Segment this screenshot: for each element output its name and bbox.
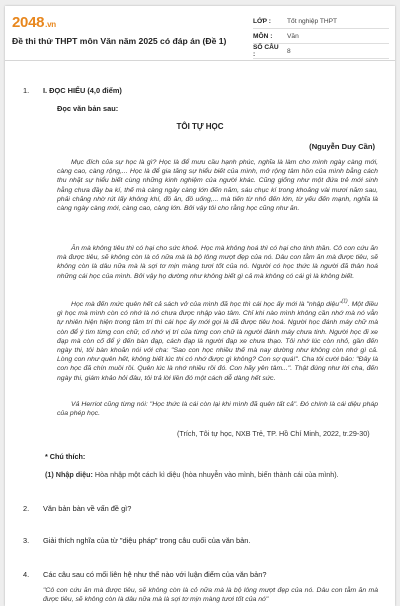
- passage-author: (Nguyễn Duy Cần): [309, 142, 375, 151]
- page-header: [5, 6, 395, 61]
- footnote-mark: (1): [341, 298, 348, 305]
- exam-info-table: [253, 14, 389, 59]
- site-logo[interactable]: 2048.vn: [12, 14, 56, 31]
- document-page: 2048.vn Đề thi thử THPT môn Văn năm 2025 có đáp án (Đề 1) LỚP : Tốt nghiệp THPT MÔN : Văn SỐ CÂU : 8 1. I. ĐỌC HIỂU (4,0 điểm) Đọc văn bản sau: TÔI TỰ HỌC (Nguyễn Duy Cần) Mục đích của sự học là gì? Học là để mưu cầu hạnh phúc, nghĩa là làm cho mình ngày càng mới, càng cao, càng rộng,... Học là để gia tăng sự hiểu biết của mình, mở rộng tâm hồn của mình bằng cách thu nhặt sự hiểu biết cùng những kinh nghiệm của người khác. Cũng giống như một đứa trẻ mới sinh hằng chưa đầy ba kí, thế mà càng ngày càng lớn đến năm, sáu chục kí trong khoảng vài mươi năm sau, phải chăng nhờ rút lấy không khí, đồ ăn, đồ uống,... mà tiến từ nhỏ đến lớn, từ yếu đến mạnh, nghĩa là càng ngày càng mới, càng cao, càng lớn. Bởi vậy tôi cho rằng học cũng như ăn. Ăn mà không tiêu thì có hại cho sức khoẻ. Học mà không hoá thì có hại cho tinh thần. Cô con cứu ăn mà được tiêu, sẽ không còn là cỏ nữa mà là bộ lông mượt đẹp của nó. Dâu con tằm ăn mà được tiêu, sẽ không còn là dâu nữa mà là sợi tơ mịn màng tươi tốt của nó. Người có học thức là người đã thân hoá những cái học của mình. Bởi vậy họ dường như không biết gì cả mà không có cái gì là không biết. Học mà đến mức quên hết cả sách vở của mình đã học thì cái học ấy mới là "nhập diệu"$^{(1)}$. Một điều gì học mà mình còn có nhớ là nó chưa được nhập vào tâm. Chỉ khi nào mình không cần nhớ mà nó vẫn tự nhiên hiện hiện trong tâm trí thì cái học ấy mới gọi là đã được tiêu hoá. Người học đánh máy chữ mà còn để ý tìm từng con chữ, cố nhớ vị trí của từng con chữ là người đánh máy chưa tinh. Người học đi xe đạp mà còn cố để ý đến bàn đạp, cách đạp là người đạp xe chưa thạo. Tôi nhớ lúc còn nhỏ, gần đến ngày thi, tôi bàn khoăn nói với cha: "Sao con học nhiều thế mà nay dường như không còn nhớ gì cả. Lòng con như quên hết, không biết lúc thi có nhớ được gì không? Con sợ quá!". Cha tôi cười bảo: "Đây là con học đã chín muồi rồi. Quên lúc là nhớ nhiều rồi đó. Con hãy yên tâm...". Thật đúng như lời cha, đến ngày thi, giám khảo hỏi đâu, tôi trả lời liền đó một cách dễ dàng hết sức. Vả Herriot cũng từng nói: "Học thức là cái còn lại khi mình đã quên tất cả". Đó chính là cái diệu pháp của phép học. (Trích, Tôi tự học, NXB Trẻ, TP. Hồ Chí Minh, 2022, tr.29-30) * Chú thích: (1) Nhập diệu: Hòa nhập một cách kì diệu (hòa nhuyễn vào mình, biến thành cái của mình). 2. Văn bản bàn về vấn đề gì? 3. Giải thích nghĩa của từ "diệu pháp" trong câu cuối của văn bản. 4. Các câu sau có mối liên hệ như thế nào với luận điểm của văn bản? "Cô con cứu ăn mà được tiêu, sẽ không còn là cỏ nữa mà là bộ lông mượt đẹp của nó. Dâu con tằm ăn mà được tiêu, sẽ không còn là dâu nữa mà là sợi tơ mịn màng tươi tốt của nó": [5, 6, 395, 606]
- passage-source: (Trích, Tôi tự học, NXB Trẻ, TP. Hồ Chí Minh, 2022, tr.29-30): [177, 429, 370, 438]
- footnote: (1) Nhập diệu: Hòa nhập một cách kì diệu (hòa nhuyễn vào mình, biến thành cái của mình).: [45, 470, 339, 479]
- reading-instruction: Đọc văn bản sau:: [57, 104, 119, 113]
- passage-title: TÔI TỰ HỌC: [176, 122, 224, 131]
- passage-paragraph-1: Mục đích của sự học là gì? Học là để mưu cầu hạnh phúc, nghĩa là làm cho mình ngày càng mới, càng cao, càng rộng,... Học là để gia tăng sự hiểu biết của mình, mở rộng tâm hồn của mình bằng cách thu nhặt sự hiểu biết cùng những kinh nghiệm của người khác. Cũng giống như một đứa trẻ mới sinh hằng chưa đầy ba kí, thế mà càng ngày càng lớn đến năm, sáu chục kí trong khoảng vài mươi năm sau, phải chăng nhờ rút lấy không khí, đồ ăn, đồ uống,... mà tiến từ nhỏ đến lớn, từ yếu đến mạnh, nghĩa là càng ngày càng mới, càng cao, càng lớn. Bởi vậy tôi cho rằng học cũng như ăn.: [57, 159, 378, 213]
- passage-paragraph-2: Ăn mà không tiêu thì có hại cho sức khoẻ. Học mà không hoá thì có hại cho tinh thần. Cô con cứu ăn mà được tiêu, sẽ không còn là cỏ nữa mà là bộ lông mượt đẹp của nó. Dâu con tằm ăn mà được tiêu, sẽ không còn là dâu nữa mà là sợi tơ mịn màng tươi tốt của nó. Người có học thức là người đã thân hoá những cái học của mình. Bởi vậy họ dường như không biết gì cả mà không có cái gì là không biết.: [57, 245, 378, 280]
- info-row-class: LỚP : Tốt nghiệp THPT: [253, 14, 389, 29]
- info-row-subject: MÔN : Văn: [253, 29, 389, 44]
- passage-paragraph-4: Vả Herriot cũng từng nói: "Học thức là cái còn lại khi mình đã quên tất cả". Đó chính là cái diệu pháp của phép học.: [57, 401, 378, 418]
- section-title: I. ĐỌC HIỂU (4,0 điểm): [43, 86, 122, 95]
- question-4-quote: "Cô con cứu ăn mà được tiêu, sẽ không còn là cỏ nữa mà là bộ lông mượt đẹp của nó. Dâu con tằm ăn mà được tiêu, sẽ không còn là dâu nữa mà là sợi tơ mịn màng tươi tốt của nó": [43, 587, 378, 604]
- passage-paragraph-3: Học mà đến mức quên hết cả sách vở của mình đã học thì cái học ấy mới là "nhập diệu"$^{(1)}$. Một điều gì học mà mình còn có nhớ là nó chưa được nhập vào tâm. Chỉ khi nào mình không cần nhớ mà nó vẫn tự nhiên hiện hiện trong tâm trí thì cái học ấy mới gọi là đã được tiêu hoá. Người học đánh máy chữ mà còn để ý tìm từng con chữ, cố nhớ vị trí của từng con chữ là người đánh máy chưa tinh. Người học đi xe đạp mà còn cố để ý đến bàn đạp, cách đạp là người đạp xe chưa thạo. Tôi nhớ lúc còn nhỏ, gần đến ngày thi, tôi bàn khoăn nói với cha: "Sao con học nhiều thế mà nay dường như không còn nhớ gì cả. Lòng con như quên hết, không biết lúc thi có nhớ được gì không? Con sợ quá!". Cha tôi cười bảo: "Đây là con học đã chín muồi rồi. Quên lúc là nhớ nhiều rồi đó. Con hãy yên tâm...". Thật đúng như lời cha, đến ngày thi, giám khảo hỏi đâu, tôi trả lời liền đó một cách dễ dàng hết sức.: [57, 298, 378, 382]
- exam-title: Đề thi thử THPT môn Văn năm 2025 có đáp án (Đề 1): [12, 36, 227, 46]
- info-row-question-count: SỐ CÂU : 8: [253, 44, 389, 59]
- note-label: * Chú thích:: [45, 452, 86, 461]
